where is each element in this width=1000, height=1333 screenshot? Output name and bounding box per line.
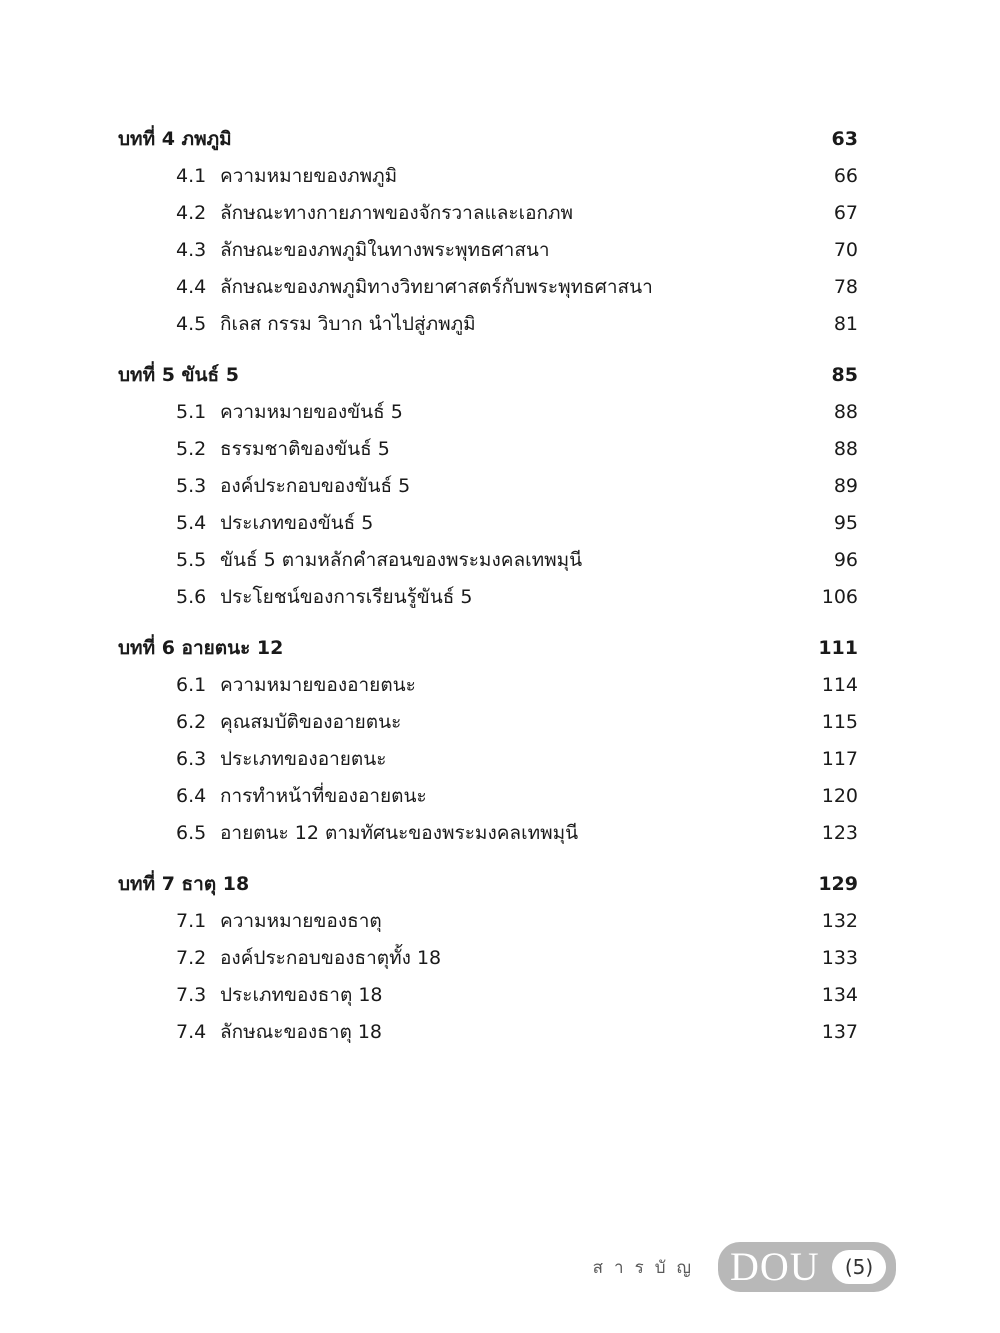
- page-footer: [0, 1240, 1000, 1296]
- section-number: 5.3: [176, 475, 207, 497]
- toc-section-row[interactable]: [118, 579, 858, 616]
- page-number: (5): [832, 1250, 886, 1284]
- section-entry: [176, 505, 373, 542]
- section-page-number: 70: [833, 239, 858, 261]
- section-entry: [176, 269, 653, 306]
- section-number: 6.2: [176, 711, 207, 733]
- section-page-number: 123: [821, 822, 858, 844]
- section-number: 6.3: [176, 748, 207, 770]
- section-page-number: 81: [833, 313, 858, 335]
- section-number: 6.5: [176, 822, 207, 844]
- toc-section-row[interactable]: [118, 1014, 858, 1051]
- section-entry: [176, 306, 476, 343]
- section-title: ความหมายของธาตุ: [220, 910, 382, 932]
- section-number: 4.5: [176, 313, 207, 335]
- section-page-number: 115: [821, 711, 858, 733]
- section-number: 5.2: [176, 438, 207, 460]
- toc-chapter: [118, 121, 858, 343]
- section-title: ลักษณะของภพภูมิทางวิทยาศาสตร์กับพระพุทธศาสนา: [220, 276, 653, 298]
- chapter-page-number: 111: [818, 637, 858, 659]
- chapter-page-number: 129: [818, 873, 858, 895]
- section-page-number: 67: [833, 202, 858, 224]
- section-title: ธรรมชาติของขันธ์ 5: [220, 438, 390, 460]
- table-of-contents: [118, 121, 858, 1065]
- section-title: ประเภทของธาตุ 18: [220, 984, 383, 1006]
- toc-section-row[interactable]: [118, 306, 858, 343]
- section-number: 7.2: [176, 947, 207, 969]
- section-number: 4.3: [176, 239, 207, 261]
- section-number: 7.4: [176, 1021, 207, 1043]
- section-title: อายตนะ 12 ตามทัศนะของพระมงคลเทพมุนี: [220, 822, 579, 844]
- section-title: องค์ประกอบของธาตุทั้ง 18: [220, 947, 442, 969]
- section-title: ลักษณะทางกายภาพของจักรวาลและเอกภพ: [220, 202, 574, 224]
- chapter-title: บทที่ 4 ภพภูมิ: [118, 128, 232, 150]
- section-entry: [176, 431, 390, 468]
- chapter-heading[interactable]: [118, 121, 858, 158]
- section-title: องค์ประกอบของขันธ์ 5: [220, 475, 411, 497]
- toc-section-row[interactable]: [118, 431, 858, 468]
- section-page-number: 133: [821, 947, 858, 969]
- section-entry: [176, 1014, 382, 1051]
- section-entry: [176, 903, 382, 940]
- section-number: 7.1: [176, 910, 207, 932]
- chapter-title: บทที่ 6 อายตนะ 12: [118, 637, 284, 659]
- toc-section-row[interactable]: [118, 741, 858, 778]
- section-entry: [176, 542, 582, 579]
- section-page-number: 89: [833, 475, 858, 497]
- toc-section-row[interactable]: [118, 269, 858, 306]
- section-entry: [176, 195, 573, 232]
- toc-section-row[interactable]: [118, 903, 858, 940]
- footer-section-label: สารบัญ: [592, 1258, 702, 1278]
- section-entry: [176, 778, 427, 815]
- section-number: 6.1: [176, 674, 207, 696]
- section-entry: [176, 394, 403, 431]
- dou-page-badge: [718, 1242, 896, 1292]
- section-page-number: 88: [833, 438, 858, 460]
- toc-section-row[interactable]: [118, 667, 858, 704]
- toc-section-row[interactable]: [118, 704, 858, 741]
- chapter-page-number: 63: [831, 128, 858, 150]
- toc-chapter: [118, 357, 858, 616]
- section-entry: [176, 667, 416, 704]
- section-entry: [176, 704, 401, 741]
- toc-section-row[interactable]: [118, 158, 858, 195]
- section-title: ความหมายของภพภูมิ: [220, 165, 398, 187]
- section-entry: [176, 977, 383, 1014]
- section-page-number: 95: [833, 512, 858, 534]
- section-page-number: 106: [821, 586, 858, 608]
- section-page-number: 134: [821, 984, 858, 1006]
- section-page-number: 132: [821, 910, 858, 932]
- section-entry: [176, 579, 472, 616]
- section-number: 4.1: [176, 165, 207, 187]
- chapter-heading[interactable]: [118, 866, 858, 903]
- toc-section-row[interactable]: [118, 815, 858, 852]
- section-title: ลักษณะของธาตุ 18: [220, 1021, 383, 1043]
- section-page-number: 117: [821, 748, 858, 770]
- chapter-title: บทที่ 5 ขันธ์ 5: [118, 364, 239, 386]
- section-title: คุณสมบัติของอายตนะ: [220, 711, 402, 733]
- section-entry: [176, 940, 441, 977]
- section-entry: [176, 232, 550, 269]
- toc-section-row[interactable]: [118, 394, 858, 431]
- chapter-heading[interactable]: [118, 630, 858, 667]
- chapter-page-number: 85: [831, 364, 858, 386]
- section-title: ประโยชน์ของการเรียนรู้ขันธ์ 5: [220, 586, 473, 608]
- section-title: กิเลส กรรม วิบาก นำไปสู่ภพภูมิ: [220, 313, 476, 335]
- section-page-number: 114: [821, 674, 858, 696]
- toc-section-row[interactable]: [118, 940, 858, 977]
- toc-section-row[interactable]: [118, 468, 858, 505]
- chapter-title: บทที่ 7 ธาตุ 18: [118, 873, 250, 895]
- toc-section-row[interactable]: [118, 505, 858, 542]
- section-entry: [176, 468, 410, 505]
- toc-chapter: [118, 866, 858, 1051]
- toc-section-row[interactable]: [118, 542, 858, 579]
- toc-section-row[interactable]: [118, 977, 858, 1014]
- section-title: ประเภทของขันธ์ 5: [220, 512, 374, 534]
- section-entry: [176, 741, 386, 778]
- section-page-number: 120: [821, 785, 858, 807]
- section-page-number: 88: [833, 401, 858, 423]
- toc-section-row[interactable]: [118, 232, 858, 269]
- dou-logo: DOU: [730, 1244, 820, 1289]
- section-title: ความหมายของอายตนะ: [220, 674, 416, 696]
- section-page-number: 96: [833, 549, 858, 571]
- toc-section-row[interactable]: [118, 195, 858, 232]
- section-entry: [176, 815, 578, 852]
- toc-section-row[interactable]: [118, 778, 858, 815]
- section-number: 5.1: [176, 401, 207, 423]
- toc-chapter: [118, 630, 858, 852]
- section-number: 7.3: [176, 984, 207, 1006]
- section-number: 4.2: [176, 202, 207, 224]
- section-title: ขันธ์ 5 ตามหลักคำสอนของพระมงคลเทพมุนี: [220, 549, 583, 571]
- section-number: 6.4: [176, 785, 207, 807]
- section-entry: [176, 158, 397, 195]
- section-page-number: 137: [821, 1021, 858, 1043]
- section-title: ความหมายของขันธ์ 5: [220, 401, 403, 423]
- section-number: 5.6: [176, 586, 207, 608]
- section-number: 5.5: [176, 549, 207, 571]
- section-title: ลักษณะของภพภูมิในทางพระพุทธศาสนา: [220, 239, 550, 261]
- section-number: 4.4: [176, 276, 207, 298]
- section-title: การทำหน้าที่ของอายตนะ: [220, 785, 427, 807]
- chapter-heading[interactable]: [118, 357, 858, 394]
- section-page-number: 78: [833, 276, 858, 298]
- section-page-number: 66: [833, 165, 858, 187]
- section-title: ประเภทของอายตนะ: [220, 748, 387, 770]
- section-number: 5.4: [176, 512, 207, 534]
